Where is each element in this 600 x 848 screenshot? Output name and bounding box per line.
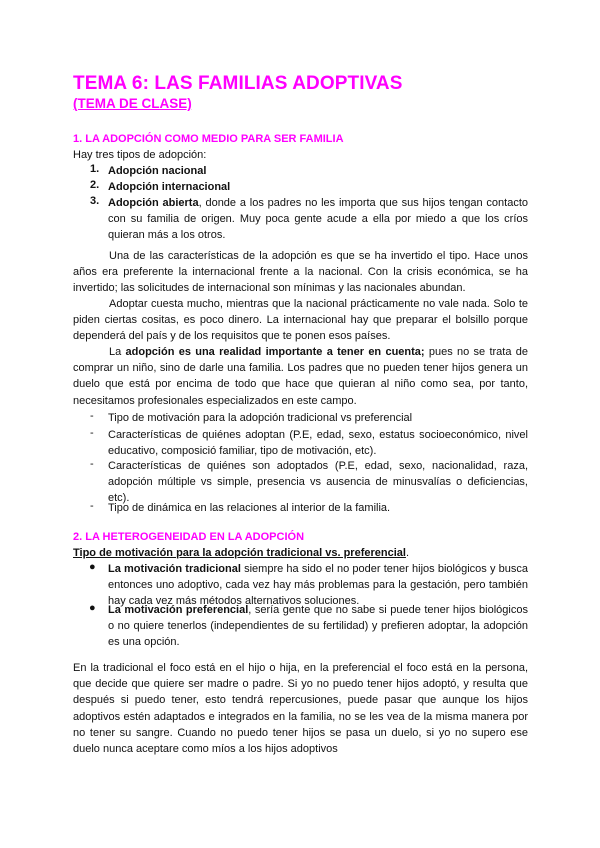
list-number: 1. bbox=[90, 163, 100, 175]
dash-item: Características de quiénes adoptan (P.E, edad, sexo, estatus socioeconómico, nivel educativo, composició familiar, tipo de motivación, etc). bbox=[108, 429, 528, 458]
dash-marker: - bbox=[90, 458, 94, 470]
section-1-heading: 1. LA ADOPCIÓN COMO MEDIO PARA SER FAMILIA bbox=[73, 133, 344, 145]
paragraph-3-prefix: La bbox=[109, 346, 126, 358]
bullet-preferencial bbox=[108, 602, 528, 651]
bullet-text: siempre ha sido el no poder tener hijos biológicos y busca entonces uno adoptivo, cada vez hay más problemas para la gestación, pero también hay cada vez más métodos alternativos soluciones. bbox=[108, 563, 528, 608]
paragraph-2: Adoptar cuesta mucho, mientras que la nacional prácticamente no vale nada. Solo te piden ciertas cositas, es poco dinero. La internacional hay que preparar el bolsillo porque dependerá del país y de los requisitos que te ponen esos países. bbox=[73, 298, 528, 343]
paragraph-3 bbox=[73, 344, 528, 409]
paragraph-3-rest: pues no se trata de comprar un niño, sino de darle una familia. Los padres que no pueden tener hijos genera un duelo que está por encima de todo que hace que quieran al niño como sea, por tanto, necesitamos profesionales especializados en este campo. bbox=[73, 346, 528, 407]
bullet-label: La motivación tradicional bbox=[108, 563, 241, 575]
section-2-heading: 2. LA HETEROGENEIDAD EN LA ADOPCIÓN bbox=[73, 531, 305, 543]
dash-marker: - bbox=[90, 500, 94, 512]
subheading-text: Tipo de motivación para la adopción tradicional vs. preferencial bbox=[73, 547, 406, 559]
types-intro: Hay tres tipos de adopción: bbox=[73, 149, 207, 161]
bullet-marker: ● bbox=[89, 602, 96, 614]
dash-item: Características de quiénes son adoptados (P.E, edad, sexo, nacionalidad, raza, adopción múltiple vs simple, presencia vs ausencia de minusvalías o deficiencias, etc). bbox=[108, 460, 528, 505]
list-number: 2. bbox=[90, 179, 100, 191]
dash-item: Tipo de dinámica en las relaciones al interior de la familia. bbox=[108, 502, 391, 514]
page-subtitle: (TEMA DE CLASE) bbox=[73, 96, 192, 111]
list-item-label: Adopción nacional bbox=[108, 165, 207, 177]
list-item-label: Adopción abierta bbox=[108, 197, 199, 209]
subheading-end: . bbox=[405, 547, 410, 559]
closing-paragraph: En la tradicional el foco está en el hijo o hija, en la preferencial el foco está en la persona, que decide que quiere ser madre o padre. Si yo no puedo tener hijos adoptó, y resulta que después si puedo tener, esto tendrá repercusiones, puede pasar que aunque los hijos adoptivos estén adaptados e integrados en la familia, no se les vea de la misma manera por no tener su sangre. Cuando no puedo tener hijos se pasa un duelo, si yo no supero ese duelo nunca aceptare como míos a los hijos adoptivos bbox=[73, 662, 528, 756]
paragraph-1: Una de las características de la adopción es que se ha invertido el tipo. Hace unos años era preferente la internacional frente a la nacional. Con la crisis económica, se ha invertido; las solicitudes de internacional son mínimas y las nacionales abundan. bbox=[73, 250, 528, 295]
list-item-adopcion-internacional bbox=[108, 179, 230, 195]
dash-item: Tipo de motivación para la adopción tradicional vs preferencial bbox=[108, 412, 413, 424]
dash-marker: - bbox=[90, 410, 94, 422]
paragraph-3-bold: adopción es una realidad importante a tener en cuenta; bbox=[125, 346, 425, 358]
page-title: TEMA 6: LAS FAMILIAS ADOPTIVAS bbox=[73, 73, 403, 94]
list-item-adopcion-nacional bbox=[108, 163, 206, 179]
list-item-adopcion-abierta bbox=[108, 195, 528, 244]
section-2-subheading bbox=[73, 545, 409, 561]
list-item-label: Adopción internacional bbox=[108, 181, 231, 193]
dash-marker: - bbox=[90, 427, 94, 439]
bullet-marker: ● bbox=[89, 561, 96, 573]
bullet-label: La motivación preferencial bbox=[108, 604, 249, 616]
list-number: 3. bbox=[90, 195, 100, 207]
bullet-text: , sería gente que no sabe si puede tener hijos biológicos o no quiere tenerlos (independientes de su fertilidad) y prefieren adoptar, la adopción es una opción. bbox=[108, 604, 528, 649]
list-item-text: , donde a los padres no les importa que sus hijos tengan contacto con su familia de origen. Muy poca gente acude a ella por miedo a que los críos quieran más a los otros. bbox=[108, 197, 528, 242]
